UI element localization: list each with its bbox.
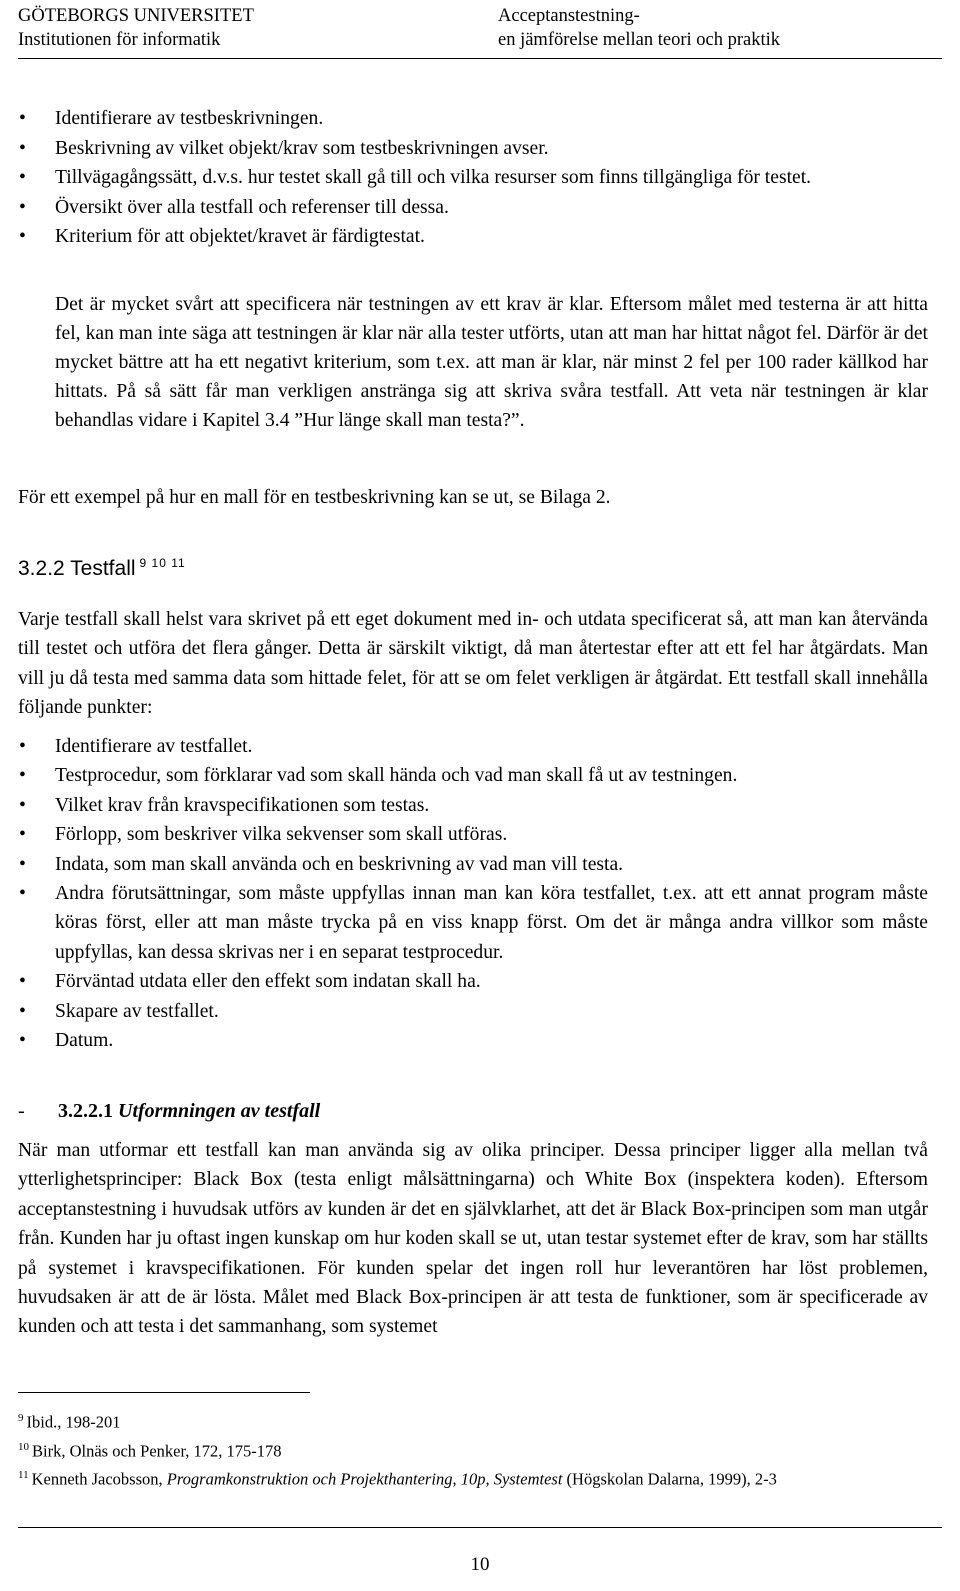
list-item: • Testprocedur, som förklarar vad som skall hända och vad man skall få ut av testningen.	[18, 761, 928, 790]
subsection-title: Utformningen av testfall	[118, 1100, 321, 1122]
list-item: • Förlopp, som beskriver vilka sekvenser som skall utföras.	[18, 820, 928, 849]
header-university: GÖTEBORGS UNIVERSITET	[18, 6, 254, 26]
footnote-9: $^9$ Ibid., 198-201	[18, 1412, 121, 1432]
testcase-contents-list	[18, 732, 928, 1055]
footer-rule	[18, 1527, 942, 1528]
list-item: • Identifierare av testfallet.	[18, 732, 928, 761]
footnote-rule	[18, 1392, 310, 1393]
list-item: • Indata, som man skall använda och en beskrivning av vad man vill testa.	[18, 850, 928, 879]
header-doc-subtitle: en jämförelse mellan teori och praktik	[498, 30, 781, 50]
test-description-list	[18, 104, 928, 252]
paragraph-criterion: Det är mycket svårt att specificera när testningen av ett krav är klar. Eftersom målet med testerna är att hitta fel, kan man inte säga att testningen är klar när alla tester utförts, utan att man har hittat något fel. Därför är det mycket bättre att ha ett negativt kriterium, som t.ex. att man är klar, när minst 2 fel per 100 rader källkod har hittats. På så sätt får man verkligen anstränga sig att skriva svåra testfall. Att veta när testningen är klar behandlas vidare i Kapitel 3.4 ”Hur länge skall man testa?”.	[55, 294, 928, 431]
list-item: • Översikt över alla testfall och referenser till dessa.	[18, 193, 928, 223]
list-item: • Vilket krav från kravspecifikationen som testas.	[18, 791, 928, 820]
list-item: • Förväntad utdata eller den effekt som indatan skall ha.	[18, 967, 928, 996]
bullet-icon: •	[19, 971, 26, 993]
list-item: • Datum.	[18, 1026, 928, 1055]
footnotes	[18, 1406, 918, 1492]
bullet-icon: •	[19, 226, 26, 247]
header-left	[18, 4, 254, 52]
list-item: • Andra förutsättningar, som måste uppfyllas innan man kan köra testfallet, t.ex. att ett annat program måste köras först, eller att man måste trycka på en viss knapp först. Om det är många andra villkor som måste uppfyllas, kan dessa skrivas ner i en separat testprocedur.	[18, 879, 928, 967]
paragraph-utformning: När man utformar ett testfall kan man använda sig av olika principer. Dessa principer ligger alla mellan två ytterlighetsprinciper: Black Box (testa enligt målsättningarna) och White Box (inspektera koden). Eftersom acceptanstestning i huvudsak utförs av kunden är det en självklarhet, att det är Black Box-principen som man utgår från. Kunden har ju oftast ingen kunskap om hur koden skall se ut, utan testar systemet efter de krav, som har ställts på systemet i kravspecifikationen. För kunden spelar det ingen roll hur leverantören har löst problemen, huvudsaken är att de är lösta. Målet med Black Box-principen är att testa de funktioner, som är specificerade av kunden och att testa i det sammanhang, som systemet	[18, 1140, 928, 1338]
subsection-heading	[18, 1100, 320, 1123]
bullet-icon: •	[19, 108, 26, 129]
subsection-number: 3.2.2.1	[58, 1100, 113, 1122]
bullet-icon: •	[19, 853, 26, 875]
bullet-icon: •	[19, 736, 26, 757]
section-title: 3.2.2 Testfall	[18, 557, 136, 580]
bullet-icon: •	[19, 1030, 26, 1052]
list-item: • Kriterium för att objektet/kravet är färdigtestat.	[18, 222, 928, 252]
section-heading	[18, 556, 186, 581]
bullet-icon: •	[19, 824, 26, 846]
list-item: • Identifierare av testbeskrivningen.	[18, 104, 928, 134]
list-item: • Tillvägagångssätt, d.v.s. hur testet skall gå till och vilka resurser som finns tillgängliga för testet.	[18, 163, 928, 193]
page-number: 10	[470, 1554, 490, 1575]
bullet-icon: •	[19, 137, 26, 159]
footnote-10: $^{10}$ Birk, Olnäs och Penker, 172, 175-178	[18, 1440, 282, 1460]
footnote-11: $^{11}$ Kenneth Jacobsson, Programkonstruktion och Projekthantering, 10p, Systemtest (Högskolan Dalarna, 1999), 2-3	[18, 1469, 777, 1489]
section-footnote-refs: 9 10 11	[139, 556, 186, 570]
list-item: • Skapare av testfallet.	[18, 997, 928, 1026]
bullet-icon: •	[19, 167, 26, 188]
bullet-icon: •	[19, 196, 26, 218]
paragraph-example: För ett exempel på hur en mall för en testbeskrivning kan se ut, se Bilaga 2.	[18, 487, 611, 508]
paragraph-testfall: Varje testfall skall helst vara skrivet på ett eget dokument med in- och utdata specificerat så, att man kan återvända till testet och utföra det flera gånger. Detta är särskilt viktigt, då man återtestar efter att ett fel har åtgärdats. Man vill ju då testa med samma data som hittade felet, för att se om felet verkligen är åtgärdat. Ett testfall skall innehålla följande punkter:	[18, 609, 928, 719]
subsection-dash: -	[18, 1100, 25, 1122]
bullet-icon: •	[19, 765, 26, 787]
bullet-icon: •	[19, 1000, 26, 1022]
list-item: • Beskrivning av vilket objekt/krav som testbeskrivningen avser.	[18, 134, 928, 164]
bullet-icon: •	[19, 794, 26, 816]
header-right	[498, 4, 780, 52]
bullet-icon: •	[19, 883, 26, 905]
header-rule	[18, 58, 942, 59]
header-department: Institutionen för informatik	[18, 30, 221, 50]
header-doc-title: Acceptanstestning-	[498, 6, 640, 26]
